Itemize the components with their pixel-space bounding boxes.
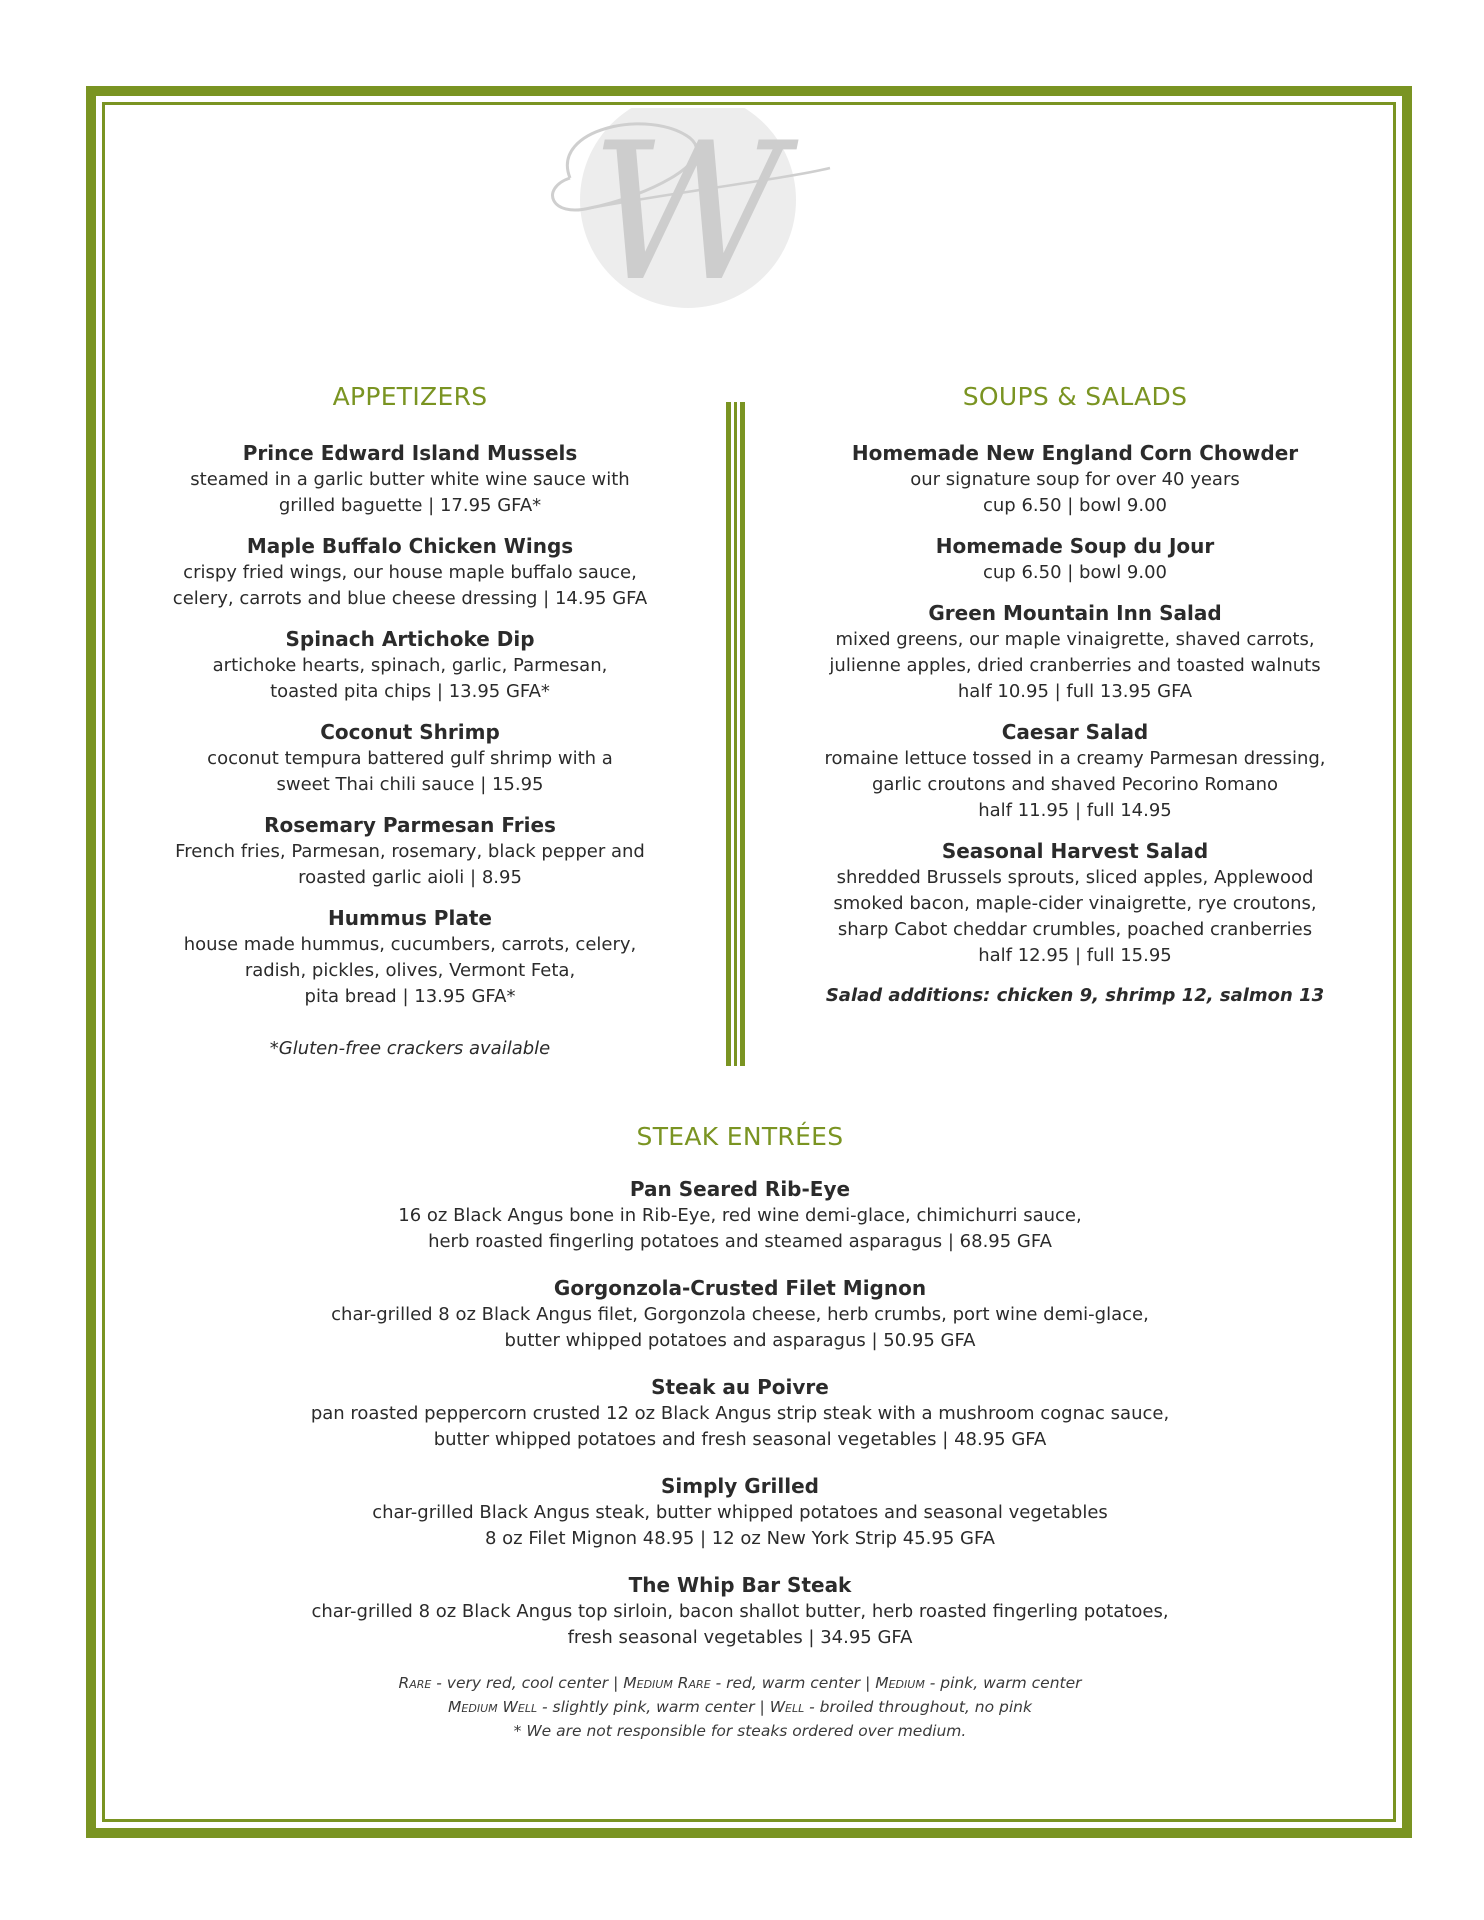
steak-entrees-list bbox=[140, 1176, 1340, 1651]
menu-item-name: Coconut Shrimp bbox=[320, 720, 500, 744]
menu-item-name: Homemade Soup du Jour bbox=[935, 534, 1215, 558]
menu-item bbox=[770, 838, 1380, 969]
menu-item-name: Seasonal Harvest Salad bbox=[941, 839, 1209, 863]
menu-item-name: Rosemary Parmesan Fries bbox=[264, 813, 556, 837]
menu-item bbox=[770, 440, 1380, 519]
menu-item-desc: mixed greens, our maple vinaigrette, shaved carrots, julienne apples, dried cranberries and toasted walnuts half 10.95 | full 13.95 GFA bbox=[829, 629, 1321, 702]
menu-item bbox=[120, 626, 700, 705]
doneness-guide bbox=[140, 1671, 1340, 1743]
menu-item bbox=[140, 1275, 1340, 1354]
gluten-free-note: *Gluten-free crackers available bbox=[269, 1038, 551, 1059]
menu-item bbox=[140, 1374, 1340, 1453]
doneness-well: Well bbox=[769, 1698, 805, 1716]
menu-item-name: Steak au Poivre bbox=[651, 1375, 829, 1399]
menu-item-name: Gorgonzola-Crusted Filet Mignon bbox=[553, 1276, 927, 1300]
menu-item bbox=[770, 600, 1380, 705]
soups-salads-title: SOUPS & SALADS bbox=[962, 382, 1188, 411]
menu-item bbox=[140, 1176, 1340, 1255]
menu-item-name: Simply Grilled bbox=[661, 1474, 819, 1498]
menu-item bbox=[120, 440, 700, 519]
doneness-rare-desc: - very red, cool center | bbox=[431, 1674, 624, 1692]
menu-item bbox=[120, 719, 700, 798]
steak-disclaimer: * We are not responsible for steaks ordered over medium. bbox=[513, 1722, 967, 1740]
menu-item-desc: steamed in a garlic butter white wine sauce with grilled baguette | 17.95 GFA* bbox=[190, 469, 630, 516]
menu-item-name: Maple Buffalo Chicken Wings bbox=[246, 534, 574, 558]
menu-item-desc: 16 oz Black Angus bone in Rib-Eye, red wine demi-glace, chimichurri sauce, herb roasted fingerling potatoes and steamed asparagus | 68.95 GFA bbox=[398, 1205, 1082, 1252]
doneness-rare: Rare bbox=[398, 1674, 432, 1692]
menu-item-desc: French fries, Parmesan, rosemary, black pepper and roasted garlic aioli | 8.95 bbox=[175, 841, 645, 888]
doneness-medium: Medium bbox=[875, 1674, 925, 1692]
w-monogram-icon bbox=[530, 108, 870, 318]
doneness-line-1 bbox=[140, 1671, 1340, 1695]
steak-entrees-section bbox=[140, 1120, 1340, 1743]
menu-item-desc: char-grilled 8 oz Black Angus top sirloin, bacon shallot butter, herb roasted fingerling potatoes, fresh seasonal vegetables | 34.95 GFA bbox=[311, 1601, 1169, 1648]
menu-item-name: Prince Edward Island Mussels bbox=[242, 441, 578, 465]
menu-item-name: Green Mountain Inn Salad bbox=[928, 601, 1222, 625]
soups-salads-list bbox=[770, 440, 1380, 969]
menu-item-name: The Whip Bar Steak bbox=[628, 1573, 852, 1597]
doneness-well-desc: - broiled throughout, no pink bbox=[804, 1698, 1032, 1716]
menu-item-name: Homemade New England Corn Chowder bbox=[851, 441, 1299, 465]
logo-letter: W bbox=[590, 108, 786, 318]
salad-additions-note: Salad additions: chicken 9, shrimp 12, salmon 13 bbox=[825, 985, 1325, 1006]
menu-item-desc: pan roasted peppercorn crusted 12 oz Black Angus strip steak with a mushroom cognac sauce, butter whipped potatoes and fresh seasonal vegetables | 48.95 GFA bbox=[310, 1403, 1170, 1450]
doneness-line-2 bbox=[140, 1695, 1340, 1719]
menu-item-desc: char-grilled 8 oz Black Angus filet, Gorgonzola cheese, herb crumbs, port wine demi-glace, butter whipped potatoes and asparagus | 50.95 GFA bbox=[331, 1304, 1149, 1351]
menu-item-desc: our signature soup for over 40 years cup 6.50 | bowl 9.00 bbox=[910, 469, 1240, 516]
doneness-medium-well-desc: - slightly pink, warm center | bbox=[537, 1698, 770, 1716]
menu-item bbox=[120, 812, 700, 891]
menu-item-desc: shredded Brussels sprouts, sliced apples, Applewood smoked bacon, maple-cider vinaigrette, rye croutons, sharp Cabot cheddar crumbles, poached cranberries half 12.95 | full 15.95 bbox=[833, 867, 1317, 966]
menu-item bbox=[770, 719, 1380, 824]
doneness-medium-desc: - pink, warm center bbox=[924, 1674, 1082, 1692]
appetizers-list bbox=[120, 440, 700, 1010]
column-divider bbox=[726, 402, 746, 1066]
menu-item-desc: coconut tempura battered gulf shrimp with a sweet Thai chili sauce | 15.95 bbox=[207, 748, 613, 795]
menu-item bbox=[140, 1473, 1340, 1552]
doneness-medium-rare-desc: - red, warm center | bbox=[710, 1674, 876, 1692]
appetizers-section bbox=[120, 380, 700, 1062]
doneness-medium-rare: Medium Rare bbox=[623, 1674, 711, 1692]
menu-item bbox=[120, 905, 700, 1010]
menu-item-desc: crispy fried wings, our house maple buffalo sauce, celery, carrots and blue cheese dressing | 14.95 GFA bbox=[172, 562, 648, 609]
doneness-medium-well: Medium Well bbox=[448, 1698, 538, 1716]
steak-entrees-title: STEAK ENTRÉES bbox=[636, 1122, 844, 1151]
menu-item-name: Caesar Salad bbox=[1001, 720, 1149, 744]
menu-item bbox=[770, 533, 1380, 586]
menu-item-name: Spinach Artichoke Dip bbox=[285, 627, 535, 651]
menu-item-desc: cup 6.50 | bowl 9.00 bbox=[983, 562, 1167, 583]
menu-item bbox=[140, 1572, 1340, 1651]
soups-salads-section bbox=[770, 380, 1380, 1009]
menu-item-desc: char-grilled Black Angus steak, butter whipped potatoes and seasonal vegetables 8 oz Filet Mignon 48.95 | 12 oz New York Strip 45.95 GFA bbox=[372, 1502, 1108, 1549]
appetizers-title: APPETIZERS bbox=[332, 382, 488, 411]
menu-item-desc: artichoke hearts, spinach, garlic, Parmesan, toasted pita chips | 13.95 GFA* bbox=[212, 655, 608, 702]
menu-item-desc: house made hummus, cucumbers, carrots, celery, radish, pickles, olives, Vermont Feta, pita bread | 13.95 GFA* bbox=[183, 934, 637, 1007]
menu-item-desc: romaine lettuce tossed in a creamy Parmesan dressing, garlic croutons and shaved Pecorino Romano half 11.95 | full 14.95 bbox=[824, 748, 1326, 821]
menu-item bbox=[120, 533, 700, 612]
menu-item-name: Hummus Plate bbox=[328, 906, 492, 930]
menu-item-name: Pan Seared Rib-Eye bbox=[629, 1177, 851, 1201]
